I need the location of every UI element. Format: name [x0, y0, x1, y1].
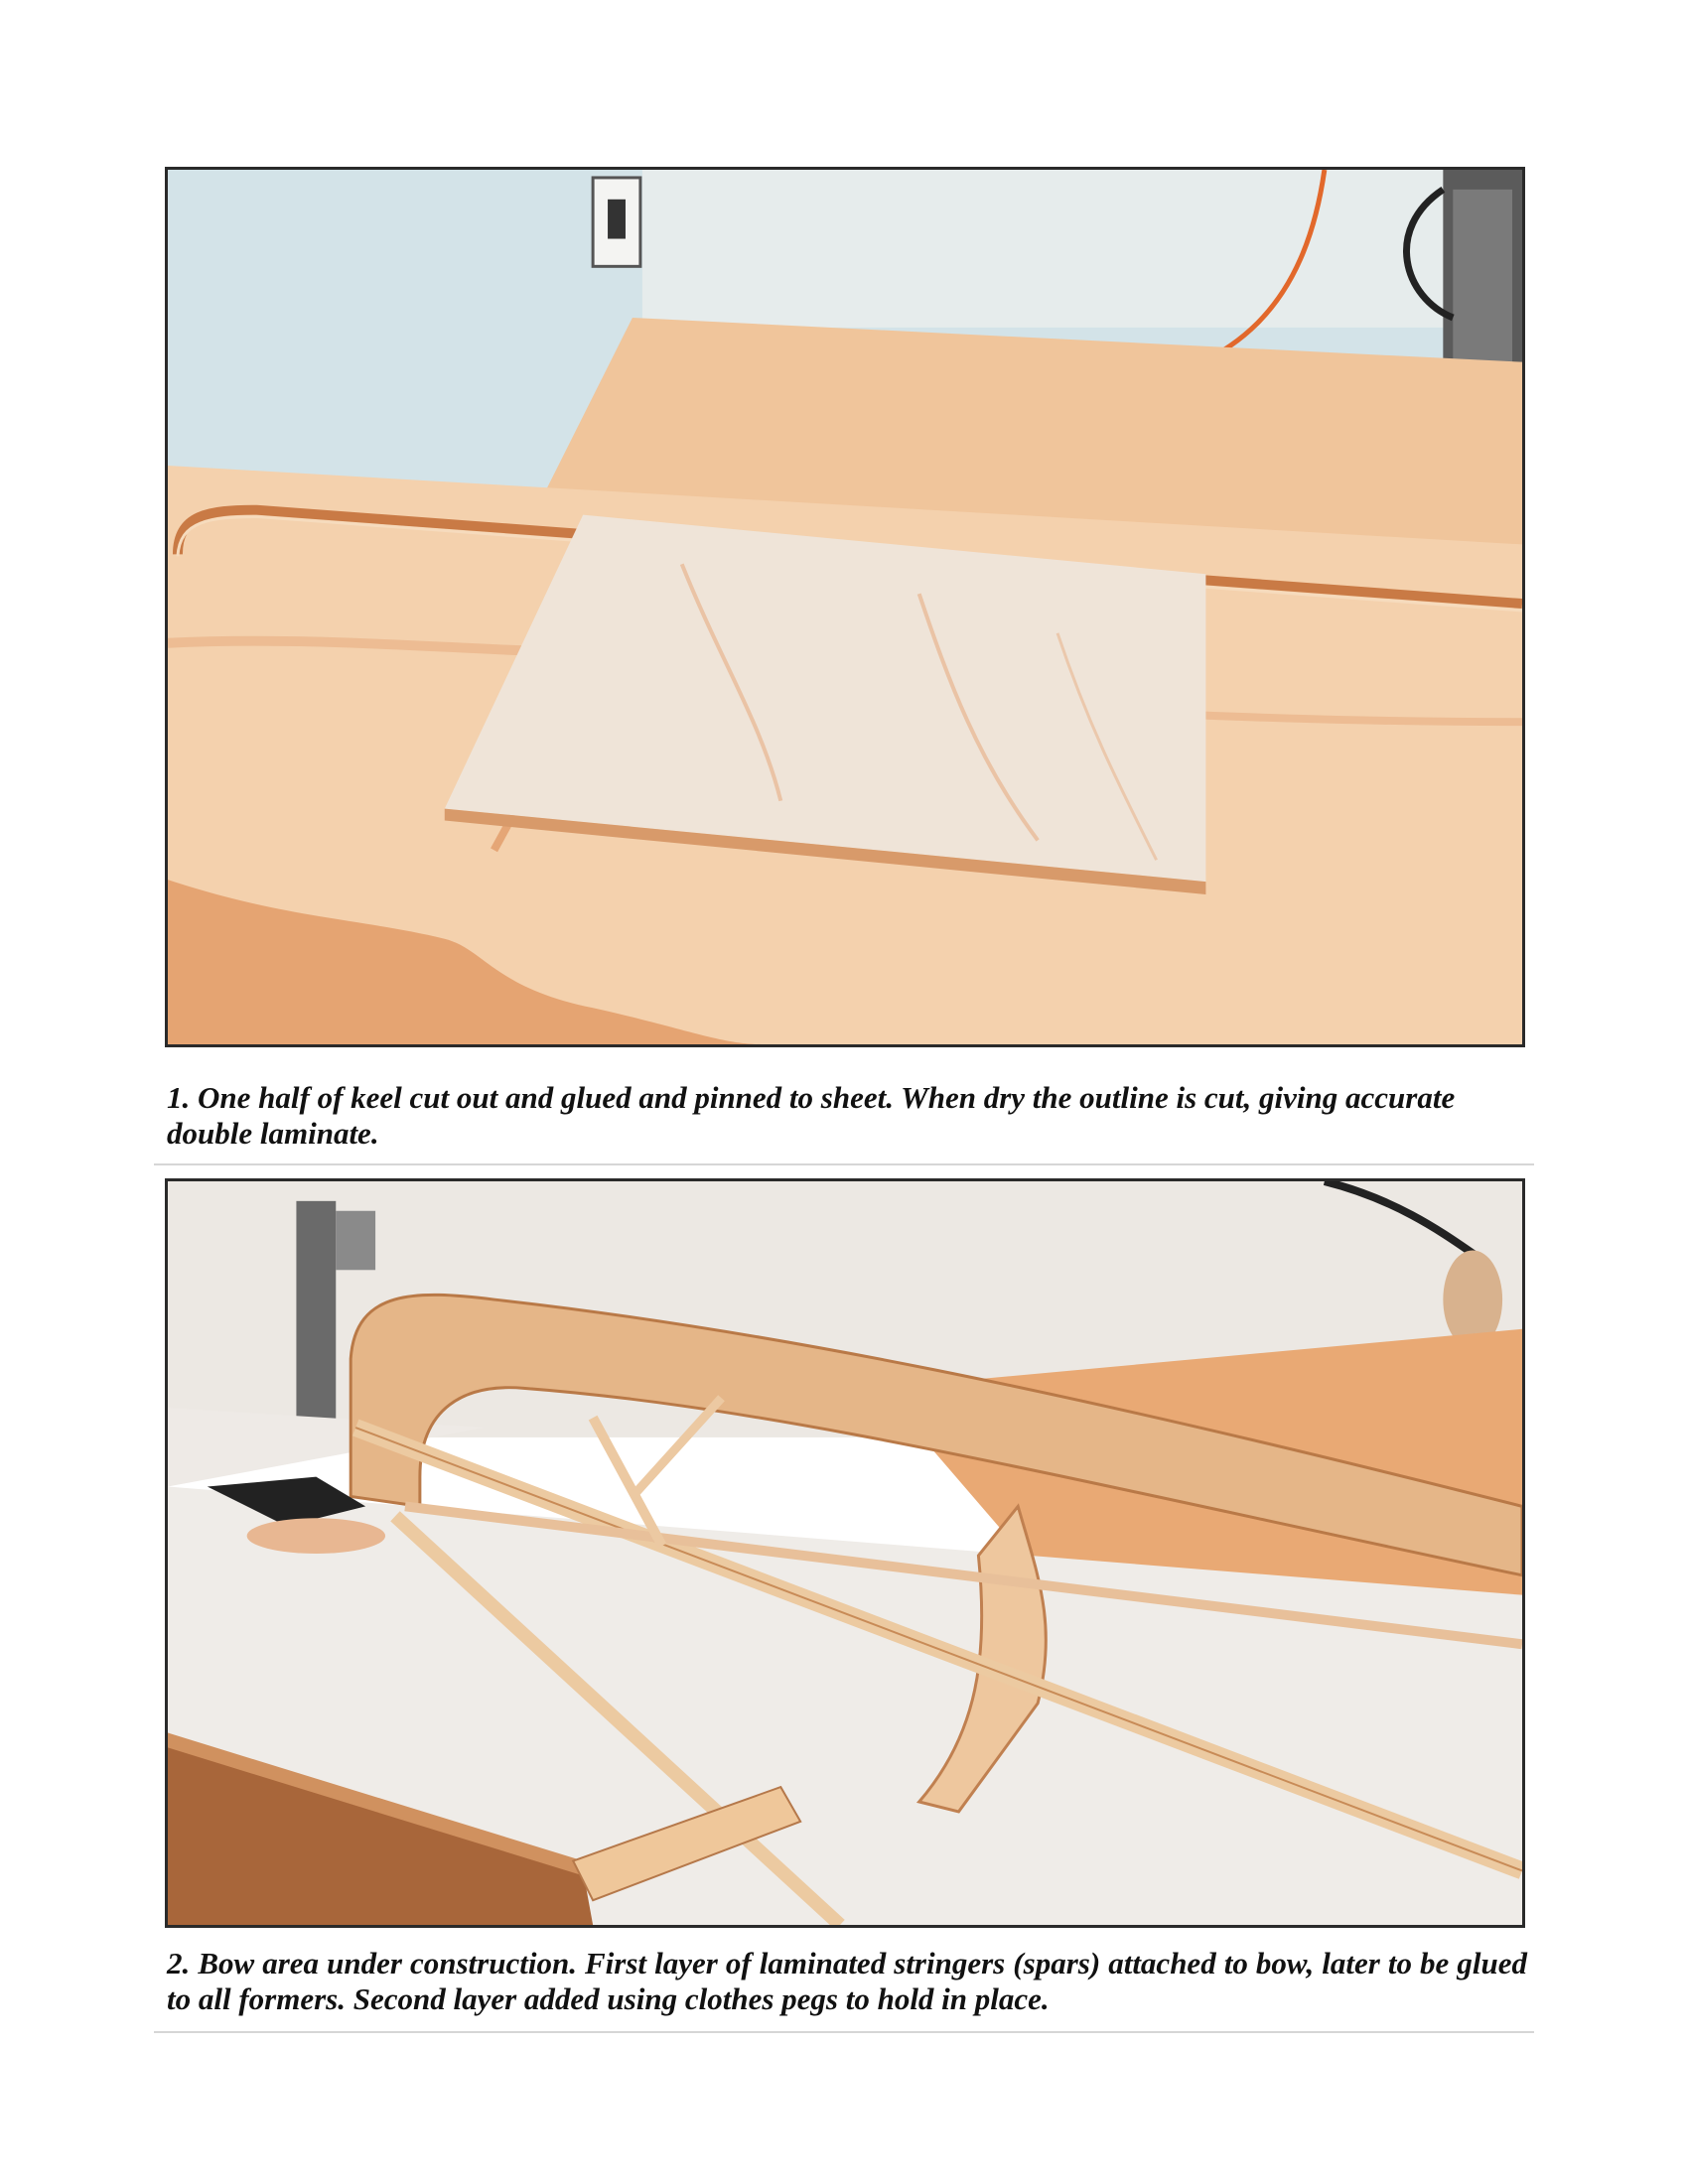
figure-1-caption: 1. One half of keel cut out and glued and pinned to sheet. When dry the outline is cut, giving accurate double laminate. [167, 1080, 1456, 1151]
figure-2-caption: 2. Bow area under construction. First layer of laminated stringers (spars) attached to bow, later to be glued to all formers. Second layer added using clothes pegs to hold in place. [167, 1946, 1527, 2016]
divider [154, 2031, 1534, 2033]
divider [154, 1163, 1534, 1165]
photo-bow-construction [165, 1178, 1525, 1928]
photo-keel-laminate [165, 167, 1525, 1047]
